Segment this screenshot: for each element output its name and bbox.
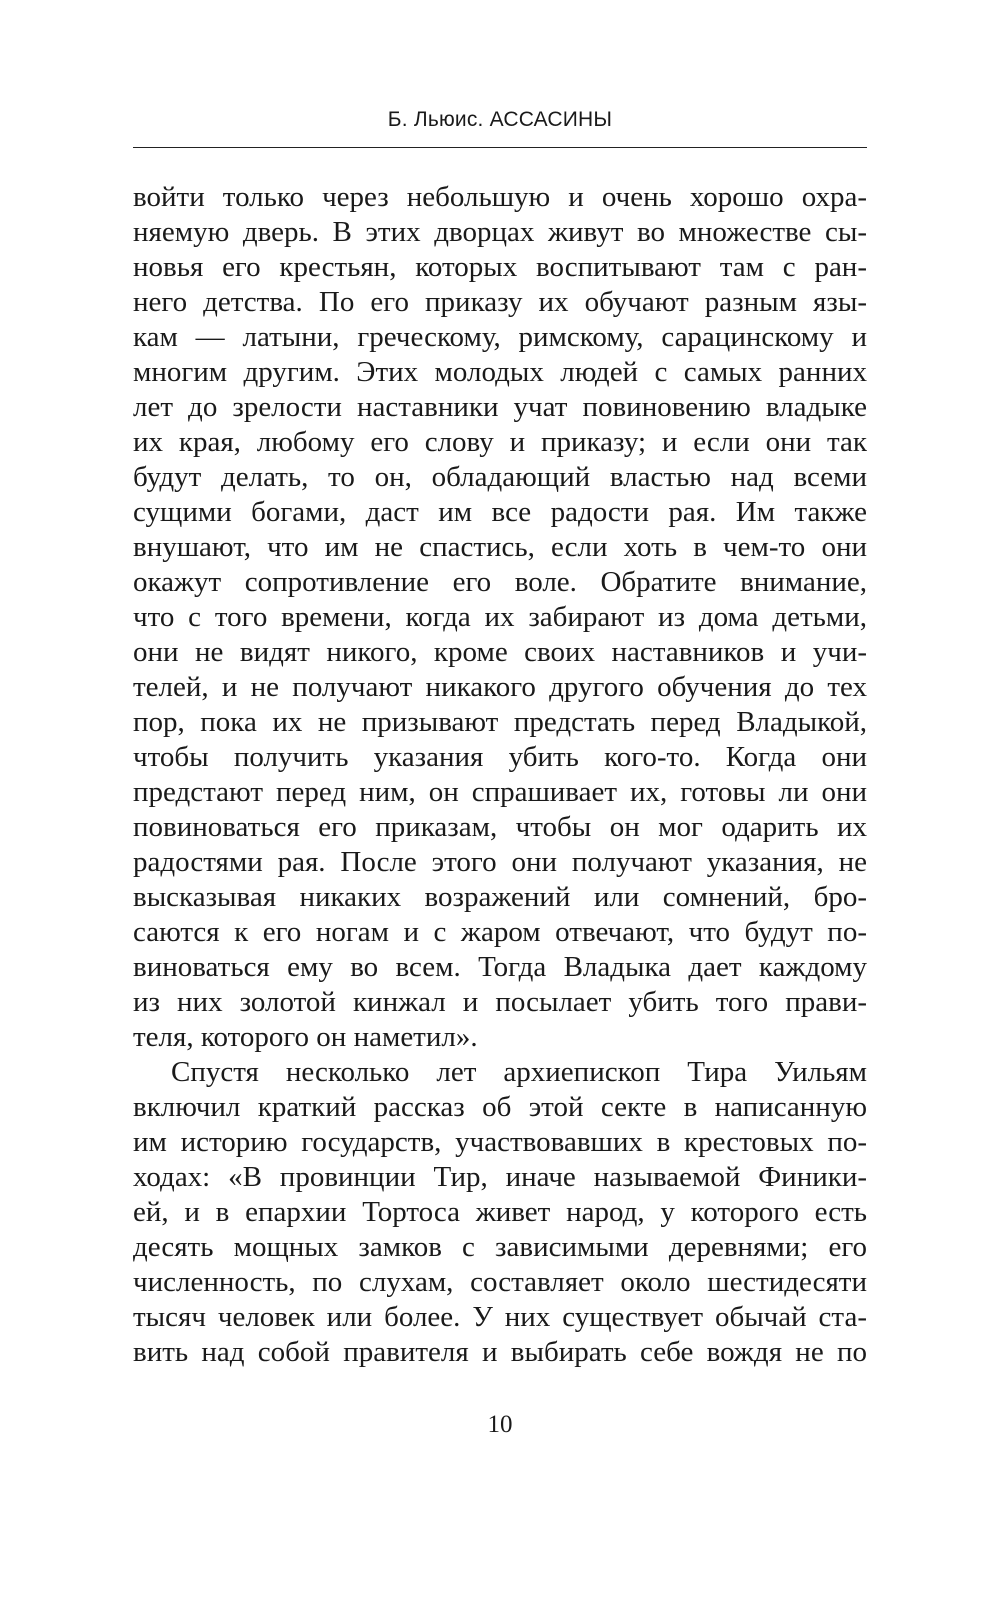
text-line: десять мощных замков с зависимыми деревнями; его — [133, 1231, 867, 1263]
text-line: предстают перед ним, он спрашивает их, готовы ли они — [133, 776, 867, 808]
text-line: пор, пока их не призывают предстать перед Владыкой, — [133, 706, 867, 738]
text-line: чтобы получить указания убить кого-то. Когда они — [133, 741, 867, 773]
text-line: кам — латыни, греческому, римскому, сарацинскому и — [133, 321, 867, 353]
text-line: сущими богами, даст им все радости рая. Им также — [133, 496, 867, 528]
text-line: радостями рая. После этого они получают указания, не — [133, 846, 867, 878]
text-line: теля, которого он наметил». — [133, 1021, 478, 1053]
page-number: 10 — [487, 1411, 513, 1438]
text-line: лет до зрелости наставники учат повиновению владыке — [133, 391, 867, 423]
text-line: включил краткий рассказ об этой секте в написанную — [133, 1091, 867, 1123]
text-line: что с того времени, когда их забирают из дома детьми, — [133, 601, 867, 633]
paragraph-2 — [133, 1055, 867, 1370]
text-line: их края, любому его слову и приказу; и если они так — [133, 426, 867, 458]
text-line: окажут сопротивление его воле. Обратите внимание, — [133, 566, 867, 598]
text-line: виноваться ему во всем. Тогда Владыка дает каждому — [133, 951, 867, 983]
text-line: тысяч человек или более. У них существует обычай ста- — [133, 1301, 867, 1333]
text-line: им историю государств, участвовавших в крестовых по- — [133, 1126, 867, 1158]
text-line: повиноваться его приказам, чтобы он мог одарить их — [133, 811, 867, 843]
text-line: вить над собой правителя и выбирать себе вождя не по — [133, 1336, 867, 1368]
text-line: него детства. По его приказу их обучают разным язы- — [133, 286, 867, 318]
text-line: саются к его ногам и с жаром отвечают, что будут по- — [133, 916, 867, 948]
text-line: телей, и не получают никакого другого обучения до тех — [133, 671, 867, 703]
text-line: они не видят никого, кроме своих наставников и учи- — [133, 636, 867, 668]
paragraph-1 — [133, 180, 867, 1055]
text-line: высказывая никаких возражений или сомнений, бро- — [133, 881, 867, 913]
text-line: внушают, что им не спастись, если хоть в чем-то они — [133, 531, 867, 563]
text-line: ей, и в епархии Тортоса живет народ, у которого есть — [133, 1196, 867, 1228]
text-line: Спустя несколько лет архиепископ Тира Уильям — [171, 1056, 867, 1088]
body-text — [133, 180, 867, 1370]
text-line: будут делать, то он, обладающий властью над всеми — [133, 461, 867, 493]
text-line: няемую дверь. В этих дворцах живут во множестве сы- — [133, 216, 867, 248]
header-rule — [133, 147, 867, 148]
text-line: ходах: «В провинции Тир, иначе называемой Финики- — [133, 1161, 867, 1193]
text-line: войти только через небольшую и очень хорошо охра- — [133, 181, 867, 213]
text-line: из них золотой кинжал и посылает убить того прави- — [133, 986, 867, 1018]
text-line: новья его крестьян, которых воспитывают там с ран- — [133, 251, 867, 283]
text-line: многим другим. Этих молодых людей с самых ранних — [133, 356, 867, 388]
text-line: численность, по слухам, составляет около шестидесяти — [133, 1266, 867, 1298]
running-header: Б. Льюис. АССАСИНЫ — [387, 108, 613, 131]
